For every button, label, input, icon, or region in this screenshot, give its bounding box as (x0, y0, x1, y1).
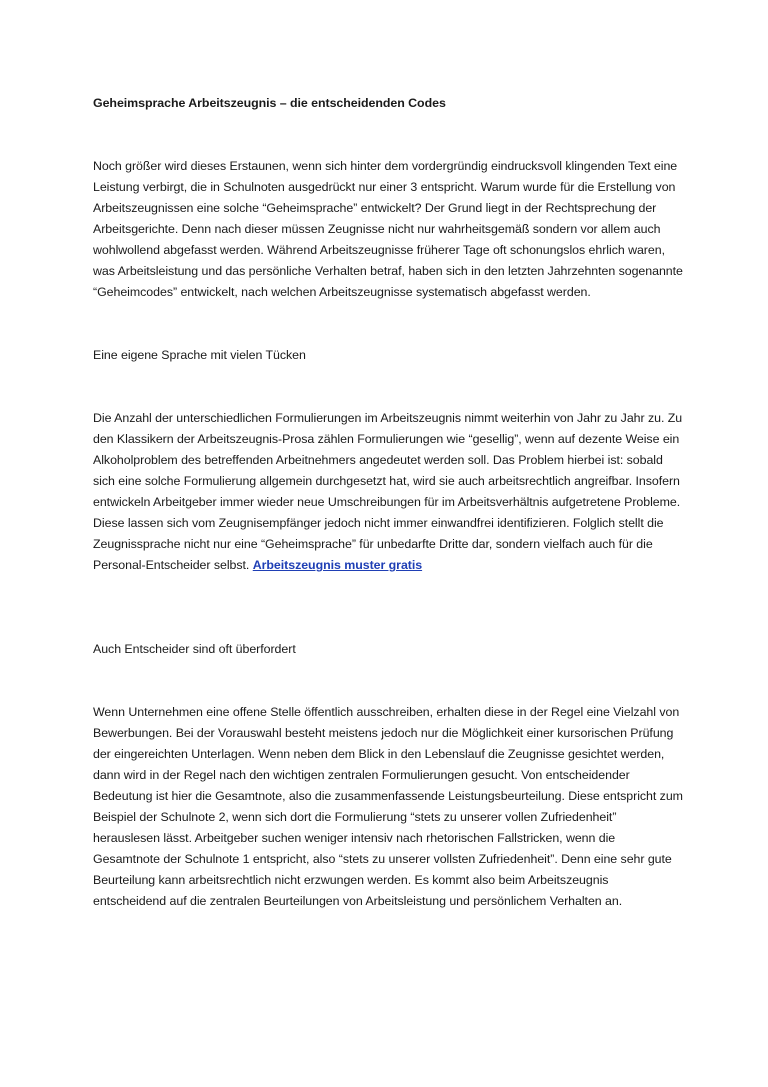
spacer (93, 660, 683, 702)
paragraph-formulierungen (93, 408, 683, 576)
paragraph-formulierungen-text: Die Anzahl der unterschiedlichen Formulierungen im Arbeitszeugnis nimmt weiterhin von Jahr zu Jahr zu. Zu den Klassikern der Arbeitszeugnis-Prosa zählen Formulierungen wie “gesellig”, wenn auf dezente Weise ein Alkoholproblem des betreffenden Arbeitnehmers angedeutet werden soll. Das Problem hierbei ist: sobald sich eine solche Formulierung allgemein durchgesetzt hat, wird sie auch arbeitsrechtlich angreifbar. Insofern entwickeln Arbeitgeber immer wieder neue Umschreibungen für im Arbeitsverhältnis aufgetretene Probleme. Diese lassen sich vom Zeugnisempfänger jedoch nicht immer einwandfrei identifizieren. Folglich stellt die Zeugnissprache nicht nur eine “Geheimsprache” für unbedarfte Dritte dar, sondern vielfach auch für die Personal-Entscheider selbst. (93, 411, 683, 572)
section-heading-entscheider: Auch Entscheider sind oft überfordert (93, 642, 296, 656)
spacer (93, 366, 683, 408)
document-title: Geheimsprache Arbeitszeugnis – die entscheidenden Codes (93, 96, 446, 110)
muster-gratis-link[interactable]: Arbeitszeugnis muster gratis (252, 558, 423, 572)
document-body (93, 93, 683, 912)
spacer (93, 576, 683, 639)
paragraph-intro: Noch größer wird dieses Erstaunen, wenn sich hinter dem vordergründig eindrucksvoll klingenden Text eine Leistung verbirgt, die in Schulnoten ausgedrückt nur einer 3 entspricht. Warum wurde für die Erstellung von Arbeitszeugnissen eine solche “Geheimsprache” entwickelt? Der Grund liegt in der Rechtsprechung der Arbeitsgerichte. Denn nach dieser müssen Zeugnisse nicht nur wahrheitsgemäß sondern vor allem auch wohlwollend abgefasst werden. Während Arbeitszeugnisse früherer Tage oft schonungslos ehrlich waren, was Arbeitsleistung und das persönliche Verhalten betraf, haben sich in den letzten Jahrzehnten sogenannte “Geheimcodes” entwickelt, nach welchen Arbeitszeugnisse systematisch abgefasst werden. (93, 159, 683, 299)
spacer (93, 303, 683, 345)
spacer (93, 114, 683, 156)
paragraph-bewerbungen: Wenn Unternehmen eine offene Stelle öffentlich ausschreiben, erhalten diese in der Regel eine Vielzahl von Bewerbungen. Bei der Vorauswahl besteht meistens jedoch nur die Möglichkeit einer kursorischen Prüfung der eingereichten Unterlagen. Wenn neben dem Blick in den Lebenslauf die Zeugnisse gesichtet werden, dann wird in der Regel nach den wichtigen zentralen Formulierungen gesucht. Von entscheidender Bedeutung ist hier die Gesamtnote, also die zusammenfassende Leistungsbeurteilung. Diese entspricht zum Beispiel der Schulnote 2, wenn sich dort die Formulierung “stets zu unserer vollen Zufriedenheit” herauslesen lässt. Arbeitgeber suchen weniger intensiv nach rhetorischen Fallstricken, wenn die Gesamtnote der Schulnote 1 entspricht, also “stets zu unserer vollsten Zufriedenheit”. Denn eine sehr gute Beurteilung kann arbeitsrechtlich nicht erzwungen werden. Es kommt also beim Arbeitszeugnis entscheidend auf die zentralen Beurteilungen von Arbeitsleistung und persönlichem Verhalten an. (93, 705, 683, 908)
section-heading-tuecken: Eine eigene Sprache mit vielen Tücken (93, 348, 306, 362)
